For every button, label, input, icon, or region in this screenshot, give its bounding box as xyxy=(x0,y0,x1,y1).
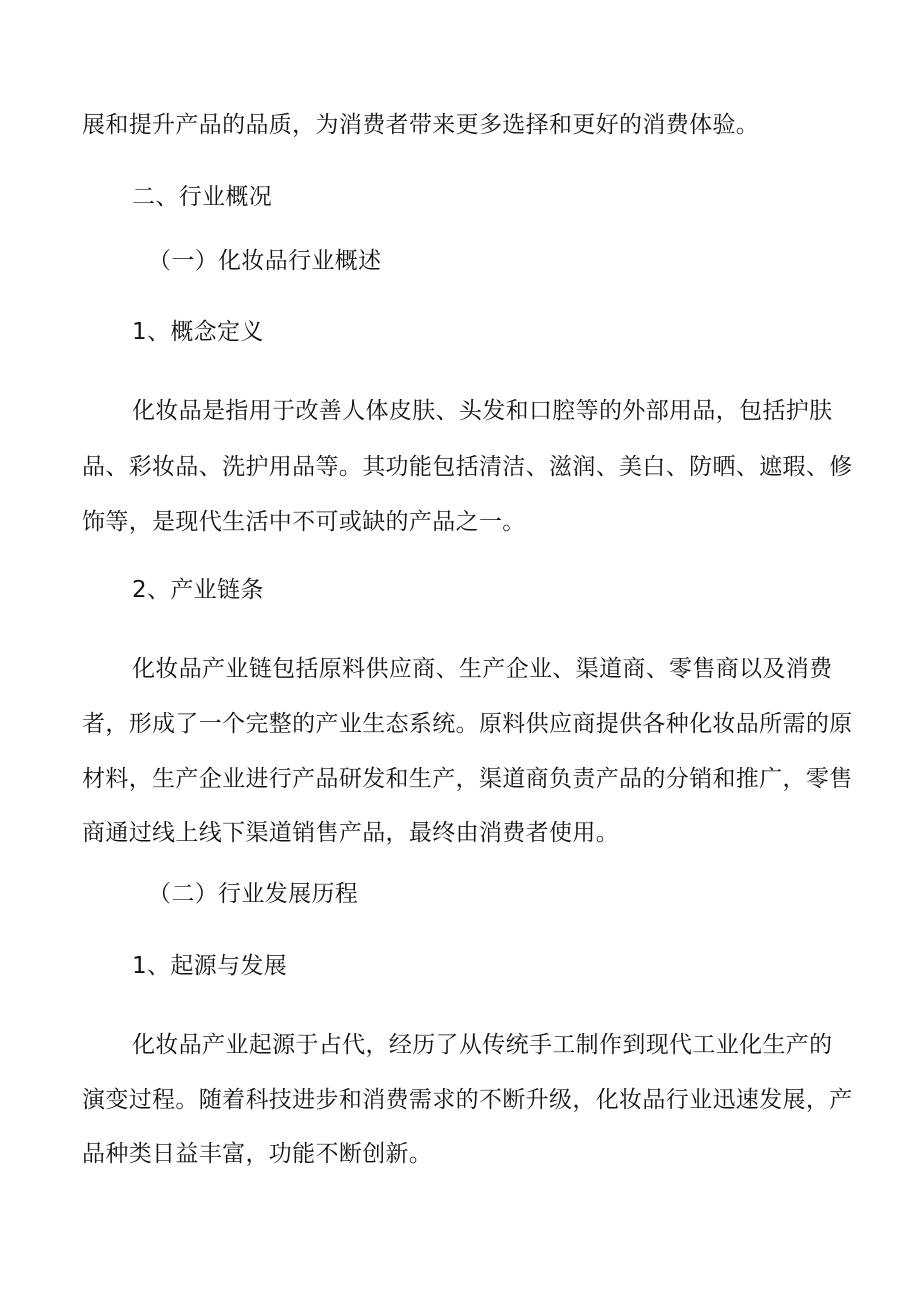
subsection-heading: （二）行业发展历程 xyxy=(148,881,359,907)
paragraph-line: 化妆品产业起源于占代，经历了从传统手工制作到现代工业化生产的 xyxy=(132,1032,833,1058)
section-heading: 二、行业概况 xyxy=(132,184,273,210)
item-heading: 2、产业链条 xyxy=(132,577,264,603)
subsection-heading: （一）化妆品行业概述 xyxy=(148,248,382,274)
paragraph-line: 者，形成了一个完整的产业生态系统。原料供应商提供各种化妆品所需的原 xyxy=(82,711,853,737)
paragraph-line: 饰等，是现代生活中不可或缺的产品之一。 xyxy=(82,509,526,535)
item-heading: 1、起源与发展 xyxy=(132,953,288,979)
paragraph-line: 材料，生产企业进行产品研发和生产，渠道商负责产品的分销和推广，零售 xyxy=(82,766,853,792)
paragraph-continuation: 展和提升产品的品质，为消费者带来更多选择和更好的消费体验。 xyxy=(82,112,760,138)
item-heading: 1、概念定义 xyxy=(132,319,264,345)
paragraph-line: 演变过程。随着科技进步和消费需求的不断升级，化妆品行业迅速发展，产 xyxy=(82,1087,853,1113)
paragraph-line: 品、彩妆品、洗护用品等。其功能包括清洁、滋润、美白、防晒、遮瑕、修 xyxy=(82,454,853,480)
paragraph-line: 商通过线上线下渠道销售产品，最终由消费者使用。 xyxy=(82,820,620,846)
paragraph-line: 化妆品产业链包括原料供应商、生产企业、渠道商、零售商以及消费 xyxy=(132,656,833,682)
paragraph-line: 化妆品是指用于改善人体皮肤、头发和口腔等的外部用品，包括护肤 xyxy=(132,398,833,424)
paragraph-line: 品种类日益丰富，功能不断创新。 xyxy=(82,1141,433,1167)
